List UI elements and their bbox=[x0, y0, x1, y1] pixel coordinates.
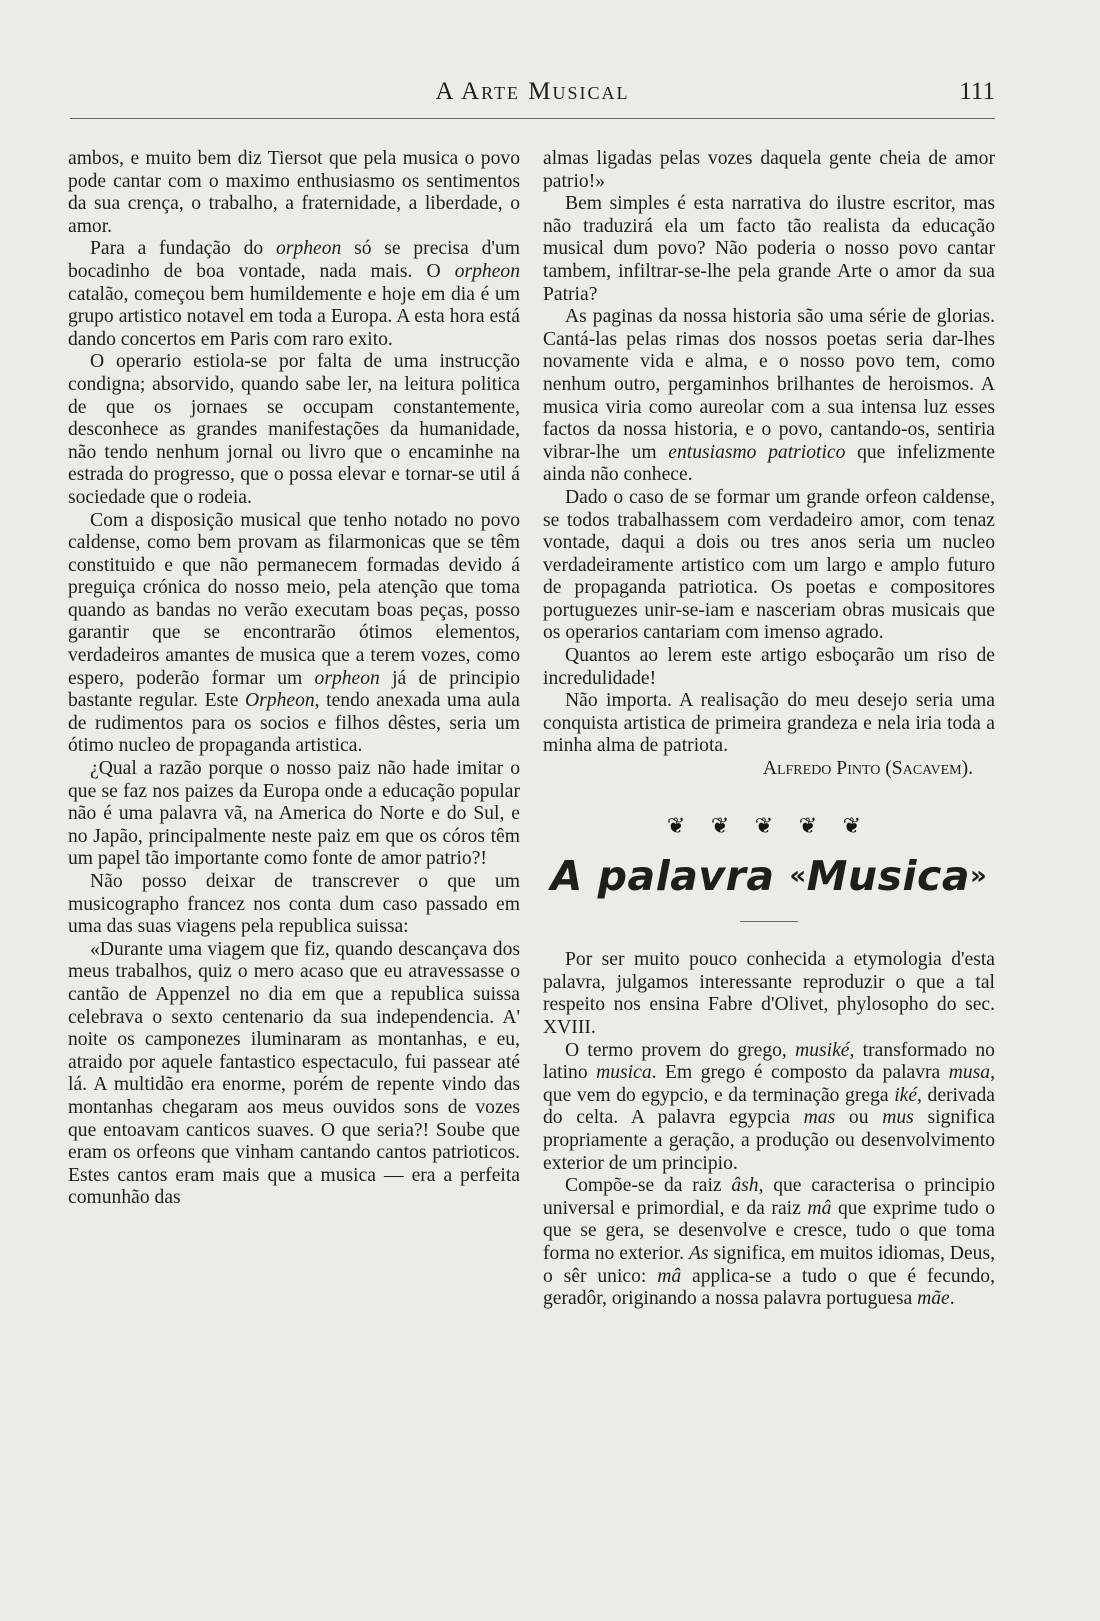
running-header bbox=[70, 78, 995, 118]
article-continuation bbox=[543, 148, 995, 758]
left-column bbox=[68, 148, 520, 1210]
article-title-prefix: A palavra bbox=[550, 852, 775, 901]
running-title: A Arte Musical bbox=[435, 78, 630, 105]
paragraph: «Durante uma viagem que fiz, quando descançava dos meus trabalhos, quiz o mero acaso que eu atravessasse o cantão de Appenzel no dia em que a republica suissa celebrava o sexto centenario da sua independencia. A' noite os camponezes iluminaram as montanhas, e eu, atraido por aquele fantastico espectaculo, fui passear até lá. A multidão era enorme, porém de repente vindo das montanhas chegaram aos meus ouvidos sons de vozes que entoavam canticos suaves. O que seria?! Soube que eram os orfeons que vinham cantando cantos patrioticos. Estes cantos eram mais que a musica — era a perfeita comunhão das bbox=[68, 938, 520, 1209]
paragraph: Não posso deixar de transcrever o que um musicographo francez nos conta dum caso passado em uma das suas viagens pela republica suissa: bbox=[68, 871, 520, 938]
ornament-divider: ❦ ❦ ❦ ❦ ❦ bbox=[666, 812, 872, 838]
page-number: 111 bbox=[959, 78, 995, 105]
header-rule bbox=[70, 118, 995, 119]
right-column bbox=[543, 148, 995, 1311]
paragraph: ¿Qual a razão porque o nosso paiz não hade imitar o que se faz nos paizes da Europa onde a educação popular não é uma palavra vã, na America do Norte e do Sul, e no Japão, principalmente neste paiz em que os córos têm um papel tão importante como fonte de amor patrio?! bbox=[68, 758, 520, 870]
paragraph: Dado o caso de se formar um grande orfeon caldense, se todos trabalhassem com verdadeiro amor, com tenaz vontade, daqui a dois ou tres anos seria um nucleo verdadeiramente artistico com um largo e amplo futuro de propaganda patriotica. Os poetas e compositores portuguezes unir-se-iam e nasceriam obras musicais que os operarios cantariam com imenso agrado. bbox=[543, 486, 995, 644]
paragraph: Com a disposição musical que tenho notado no povo caldense, como bem provam as filarmonicas que se têm constituido e que não permanecem formadas devido á preguiça crónica do nosso meio, pela atenção que toma quando as bandas no verão executam boas peças, posso garantir que se encontrarão ótimos elementos, verdadeiros amantes de musica que a terem vozes, como espero, poderão formar um orpheon já de principio bastante regular. Este Orpheon, tendo anexada uma aula de rudimentos para os socios e filhos dêstes, seria um ótimo nucleo de propaganda artistica. bbox=[68, 509, 520, 757]
paragraph: Quantos ao lerem este artigo esboçarão um riso de incredulidade! bbox=[543, 645, 995, 689]
title-rule bbox=[740, 921, 798, 922]
article-title-close-quote: » bbox=[970, 861, 988, 892]
paragraph: ambos, e muito bem diz Tiersot que pela musica o povo pode cantar com o maximo enthusiasmo os sentimentos da sua crença, o trabalho, a fraternidade, a liberdade, o amor. bbox=[68, 148, 520, 237]
paragraph: Para a fundação do orpheon só se precisa d'um bocadinho de boa vontade, nada mais. O orpheon catalão, começou bem humildemente e hoje em dia é um grupo artistico notavel em toda a Europa. A esta hora está dando concertos em Paris com raro exito. bbox=[68, 238, 520, 350]
paragraph: O operario estiola-se por falta de uma instrucção condigna; absorvido, quando sabe ler, na leitura politica de que os jornaes se occupam constantemente, desconhece as grandes manifestações da humanidade, não tendo nenhum jornal ou livro que o encaminhe na estrada do progresso, que o possa elevar e tornar-se util á sociedade que o rodeia. bbox=[68, 351, 520, 508]
paragraph: almas ligadas pelas vozes daquela gente cheia de amor patrio!» bbox=[543, 148, 995, 192]
article-title-word: Musica bbox=[806, 852, 971, 901]
paragraph: Não importa. A realisação do meu desejo seria uma conquista artistica de primeira grandeza e nela iria toda a minha alma de patriota. bbox=[543, 690, 995, 757]
paragraph: Compõe-se da raiz âsh, que caracterisa o principio universal e primordial, e da raiz mâ que exprime tudo o que se gera, se desenvolve e cresce, tudo o que toma forma no exterior. As significa, em muitos idiomas, Deus, o sêr unico: mâ applica-se a tudo o que é fecundo, geradôr, originando a nossa palavra portuguesa mãe. bbox=[543, 1175, 995, 1310]
paragraph: O termo provem do grego, musiké, transformado no latino musica. Em grego é composto da palavra musa, que vem do egypcio, e da terminação grega iké, derivada do celta. A palavra egypcia mas ou mus significa propriamente a geração, a produção ou desenvolvimento exterior de um principio. bbox=[543, 1039, 995, 1174]
author-signature: Alfredo Pinto (Sacavem). bbox=[762, 758, 973, 780]
paragraph: As paginas da nossa historia são uma série de glorias. Cantá-las pelas rimas dos nossos poetas seria dar-lhes novamente vida e alma, e o nosso povo tem, como nenhum outro, pergaminhos brilhantes de heroismos. A musica viria como aureolar com a sua intensa luz esses factos da nossa historia, e o povo, cantando-os, sentiria vibrar-lhe um entusiasmo patriotico que infelizmente ainda não conhece. bbox=[543, 306, 995, 486]
paragraph: Por ser muito pouco conhecida a etymologia d'esta palavra, julgamos interessante reproduzir o que a tal respeito nos ensina Fabre d'Olivet, phylosopho do sec. XVIII. bbox=[543, 949, 995, 1038]
article-body bbox=[543, 949, 995, 1311]
article-title bbox=[543, 851, 995, 901]
paragraph: Bem simples é esta narrativa do ilustre escritor, mas não traduzirá ela um facto tão realista da educação musical dum povo? Não poderia o nosso povo cantar tambem, infiltrar-se-lhe pela grande Arte o amor da sua Patria? bbox=[543, 193, 995, 305]
article-title-open-quote: « bbox=[789, 861, 807, 892]
